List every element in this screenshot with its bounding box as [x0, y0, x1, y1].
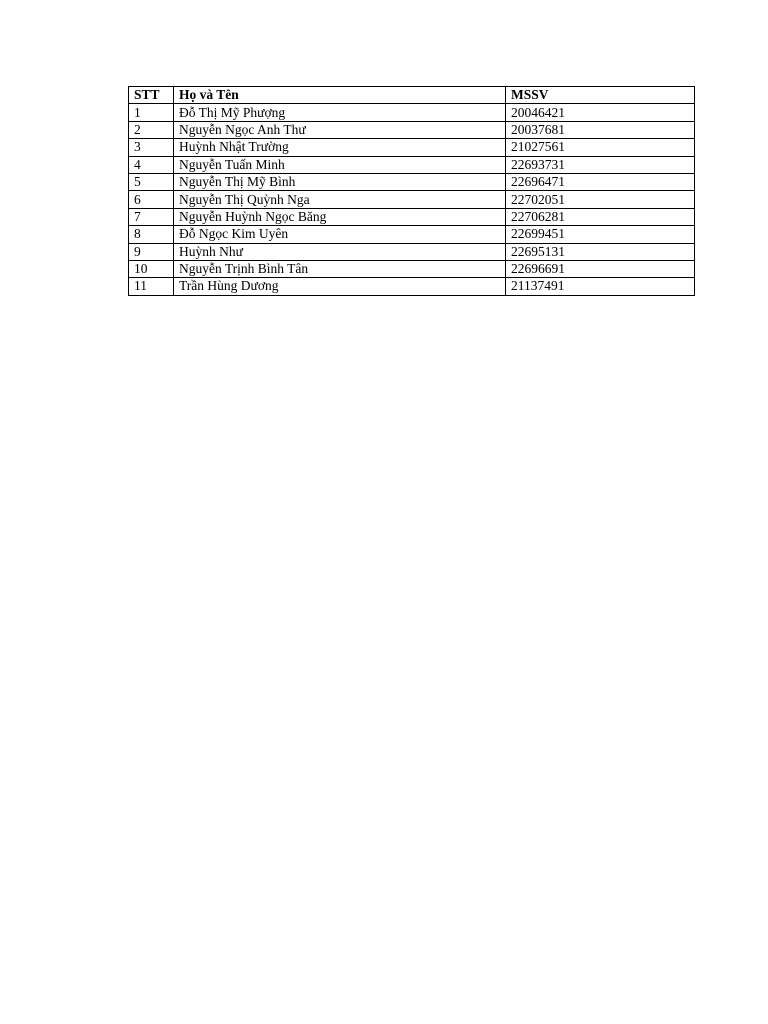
table-row — [129, 121, 695, 138]
cell-stt: 11 — [129, 278, 174, 295]
cell-stt: 8 — [129, 226, 174, 243]
cell-stt: 1 — [129, 104, 174, 121]
cell-mssv: 22693731 — [506, 156, 695, 173]
cell-stt: 6 — [129, 191, 174, 208]
cell-name: Nguyễn Trịnh Bình Tân — [174, 260, 506, 277]
cell-mssv: 22702051 — [506, 191, 695, 208]
student-table — [128, 86, 695, 296]
cell-name: Đỗ Ngọc Kim Uyên — [174, 226, 506, 243]
table-row — [129, 156, 695, 173]
cell-mssv: 22695131 — [506, 243, 695, 260]
header-name: Họ và Tên — [174, 87, 506, 104]
cell-stt: 9 — [129, 243, 174, 260]
cell-name: Đỗ Thị Mỹ Phượng — [174, 104, 506, 121]
cell-name: Nguyễn Thị Quỳnh Nga — [174, 191, 506, 208]
table-row — [129, 139, 695, 156]
table-row — [129, 278, 695, 295]
cell-stt: 7 — [129, 208, 174, 225]
cell-mssv: 20046421 — [506, 104, 695, 121]
cell-mssv: 21137491 — [506, 278, 695, 295]
table-header-row — [129, 87, 695, 104]
cell-mssv: 22696691 — [506, 260, 695, 277]
table-row — [129, 191, 695, 208]
cell-name: Trần Hùng Dương — [174, 278, 506, 295]
header-stt: STT — [129, 87, 174, 104]
cell-name: Nguyễn Huỳnh Ngọc Băng — [174, 208, 506, 225]
table-row — [129, 243, 695, 260]
table-row — [129, 226, 695, 243]
cell-mssv: 22696471 — [506, 173, 695, 190]
table-row — [129, 208, 695, 225]
cell-name: Nguyễn Tuấn Minh — [174, 156, 506, 173]
table-row — [129, 173, 695, 190]
table-row — [129, 260, 695, 277]
cell-mssv: 21027561 — [506, 139, 695, 156]
cell-name: Nguyễn Ngọc Anh Thư — [174, 121, 506, 138]
cell-name: Huỳnh Như — [174, 243, 506, 260]
cell-stt: 2 — [129, 121, 174, 138]
cell-mssv: 22706281 — [506, 208, 695, 225]
cell-stt: 4 — [129, 156, 174, 173]
cell-mssv: 20037681 — [506, 121, 695, 138]
cell-mssv: 22699451 — [506, 226, 695, 243]
table-row — [129, 104, 695, 121]
cell-stt: 5 — [129, 173, 174, 190]
cell-stt: 10 — [129, 260, 174, 277]
cell-name: Huỳnh Nhật Trường — [174, 139, 506, 156]
cell-stt: 3 — [129, 139, 174, 156]
header-mssv: MSSV — [506, 87, 695, 104]
cell-name: Nguyễn Thị Mỹ Bình — [174, 173, 506, 190]
